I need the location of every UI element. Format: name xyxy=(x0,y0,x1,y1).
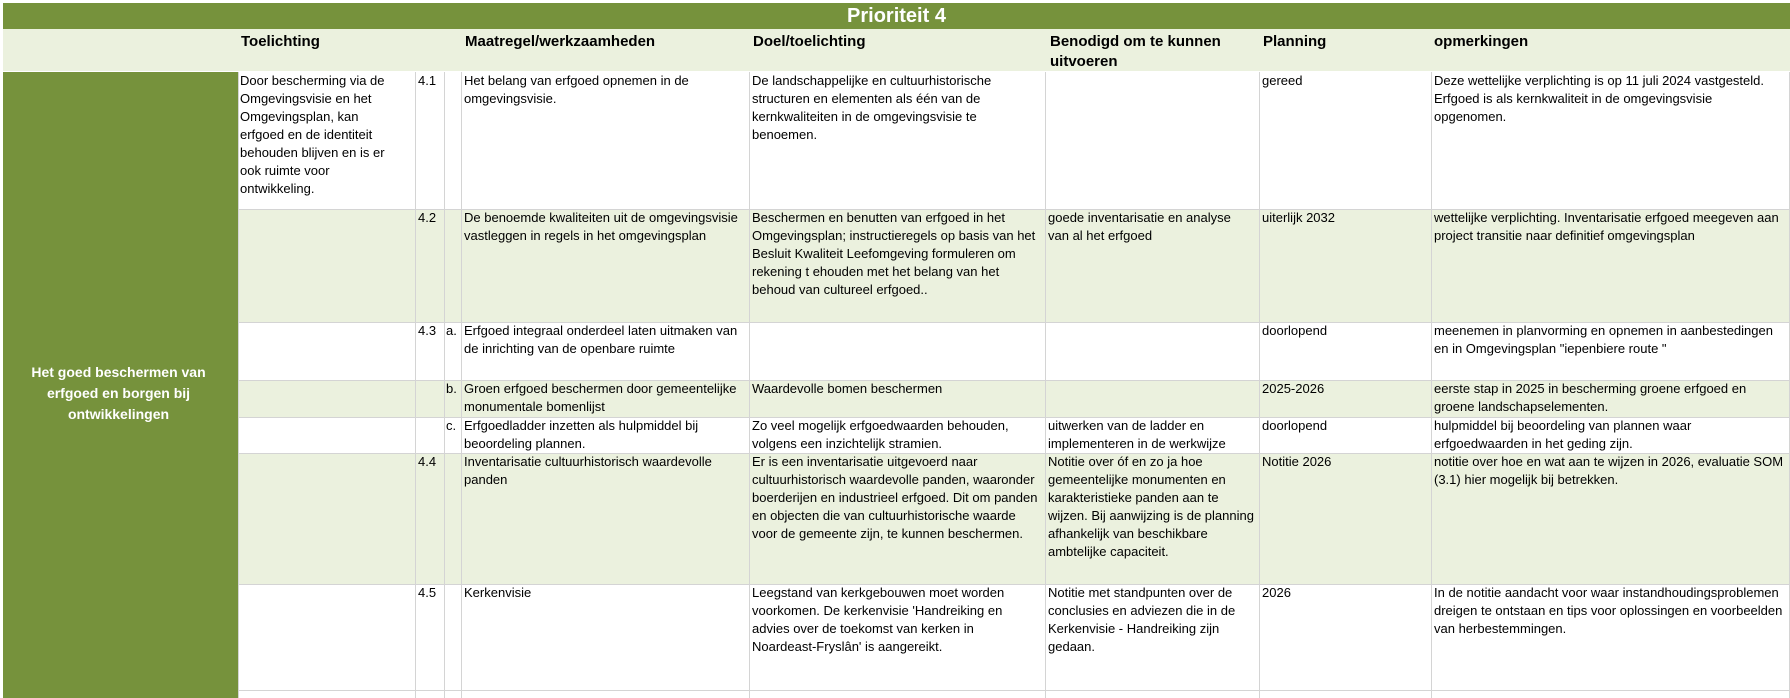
grid-line xyxy=(415,72,416,698)
planning-cell: doorlopend xyxy=(1262,418,1328,433)
page-title: Prioriteit 4 xyxy=(3,3,1790,29)
maatregel-cell: Erfgoed integraal onderdeel laten uitmaken van de inrichting van de openbare ruimte xyxy=(464,323,738,356)
grid-line xyxy=(1259,72,1260,698)
opmerkingen-cell: In de notitie aandacht voor waar instandhoudingsproblemen dreigen te ontstaan en tips voor oplossingen en voorbeelden van herbestemmingen. xyxy=(1434,585,1783,636)
header-benodigd: Benodigd om te kunnen uitvoeren xyxy=(1050,33,1221,70)
grid-line xyxy=(1045,72,1046,698)
row-sub-letter: c. xyxy=(446,418,457,433)
opmerkingen-cell: meenemen in planvorming en opnemen in aanbestedingen en in Omgevingsplan "iepenbiere route " xyxy=(1434,323,1773,356)
doel-cell: Beschermen en benutten van erfgoed in het Omgevingsplan; instructieregels op basis van het Besluit Kwaliteit Leefomgeving formuleren om rekening t ehouden met het belang van het behoud van cultureel erfgoed.. xyxy=(752,210,1036,297)
opmerkingen-cell: notitie over hoe en wat aan te wijzen in 2026, evaluatie SOM (3.1) hier mogelijk bij betrekken. xyxy=(1434,454,1784,487)
opmerkingen-cell: hulpmiddel bij beoordeling van plannen waar erfgoedwaarden in het geding zijn. xyxy=(1434,418,1692,451)
planning-cell: gereed xyxy=(1262,73,1303,88)
section-label: Het goed beschermen van erfgoed en borgen bij ontwikkelingen xyxy=(31,364,206,422)
maatregel-cell: Het belang van erfgoed opnemen in de omgevingsvisie. xyxy=(464,73,689,106)
planning-cell: uiterlijk 2032 xyxy=(1262,210,1335,225)
opmerkingen-cell: Deze wettelijke verplichting is op 11 juli 2024 vastgesteld. Erfgoed is als kernkwaliteit in de omgevingsvisie opgenomen. xyxy=(1434,73,1764,124)
grid-line xyxy=(461,72,462,698)
benodigd-cell: Notitie met standpunten over de conclusies en adviezen die in de Kerkenvisie - Handreiking zijn gedaan. xyxy=(1048,585,1236,654)
grid-line xyxy=(749,72,750,698)
planning-cell: 2026 xyxy=(1262,585,1291,600)
grid-line xyxy=(444,72,445,698)
header-opmerkingen: opmerkingen xyxy=(1434,33,1529,50)
header-doel: Doel/toelichting xyxy=(753,33,866,50)
opmerkingen-cell: wettelijke verplichting. Inventarisatie erfgoed meegeven aan project transitie naar definitief omgevingsplan xyxy=(1434,210,1779,243)
toelichting-text: Door bescherming via de Omgevingsvisie en het Omgevingsplan, kan erfgoed en de identiteit behouden blijven en is er ook ruimte voor ontwikkeling. xyxy=(240,73,385,196)
row-number: 4.5 xyxy=(418,585,437,600)
doel-cell: Zo veel mogelijk erfgoedwaarden behouden, volgens een inzichtelijk stramien. xyxy=(752,418,1009,451)
opmerkingen-cell: eerste stap in 2025 in bescherming groene erfgoed en groene landschapselementen. xyxy=(1434,381,1747,414)
row-number: 4.4 xyxy=(418,454,437,469)
maatregel-cell: De benoemde kwaliteiten uit de omgevingsvisie vastleggen in regels in het omgevingsplan xyxy=(464,210,738,243)
grid-line xyxy=(238,72,239,698)
benodigd-cell: goede inventarisatie en analyse van al het erfgoed xyxy=(1048,210,1231,243)
grid-line xyxy=(238,690,1790,691)
maatregel-cell: Erfgoedladder inzetten als hulpmiddel bij beoordeling plannen. xyxy=(464,418,699,451)
grid-line xyxy=(1431,72,1432,698)
benodigd-cell: Notitie over óf en zo ja hoe gemeentelijke monumenten en karakteristieke panden aan te wijzen. Bij aanwijzing is de planning afhankelijk van beschikbare ambtelijke capaciteit. xyxy=(1048,454,1254,559)
doel-cell: Waardevolle bomen beschermen xyxy=(752,381,943,396)
maatregel-cell: Inventarisatie cultuurhistorisch waardevolle panden xyxy=(464,454,712,487)
doel-cell: De landschappelijke en cultuurhistorische structuren en elementen als één van de kernkwaliteiten in de omgevingsvisie te benoemen. xyxy=(752,73,992,142)
row-number: 4.1 xyxy=(418,73,437,88)
row-sub-letter: a. xyxy=(446,323,457,338)
maatregel-cell: Kerkenvisie xyxy=(464,585,532,600)
planning-cell: doorlopend xyxy=(1262,323,1328,338)
row-number: 4.2 xyxy=(418,210,437,225)
doel-cell: Er is een inventarisatie uitgevoerd naar cultuurhistorisch waardevolle panden, waaronder boerderijen en industrieel erfgoed. Dit om panden en objecten die van cultuurhistorische waarde voor de gemeente zijn, te kunnen beschermen. xyxy=(752,454,1038,541)
header-maatregel: Maatregel/werkzaamheden xyxy=(465,33,656,50)
benodigd-cell: uitwerken van de ladder en implementeren in de werkwijze xyxy=(1048,418,1226,451)
row-number: 4.3 xyxy=(418,323,437,338)
planning-cell: Notitie 2026 xyxy=(1262,454,1332,469)
maatregel-cell: Groen erfgoed beschermen door gemeentelijke monumentale bomenlijst xyxy=(464,381,737,414)
header-planning: Planning xyxy=(1263,33,1327,50)
header-toelichting: Toelichting xyxy=(241,33,320,50)
doel-cell: Leegstand van kerkgebouwen moet worden voorkomen. De kerkenvisie 'Handreiking en advies over de toekomst van kerken in Noardeast-Fryslân' is aangereikt. xyxy=(752,585,1005,654)
row-sub-letter: b. xyxy=(446,381,457,396)
planning-cell: 2025-2026 xyxy=(1262,381,1325,396)
